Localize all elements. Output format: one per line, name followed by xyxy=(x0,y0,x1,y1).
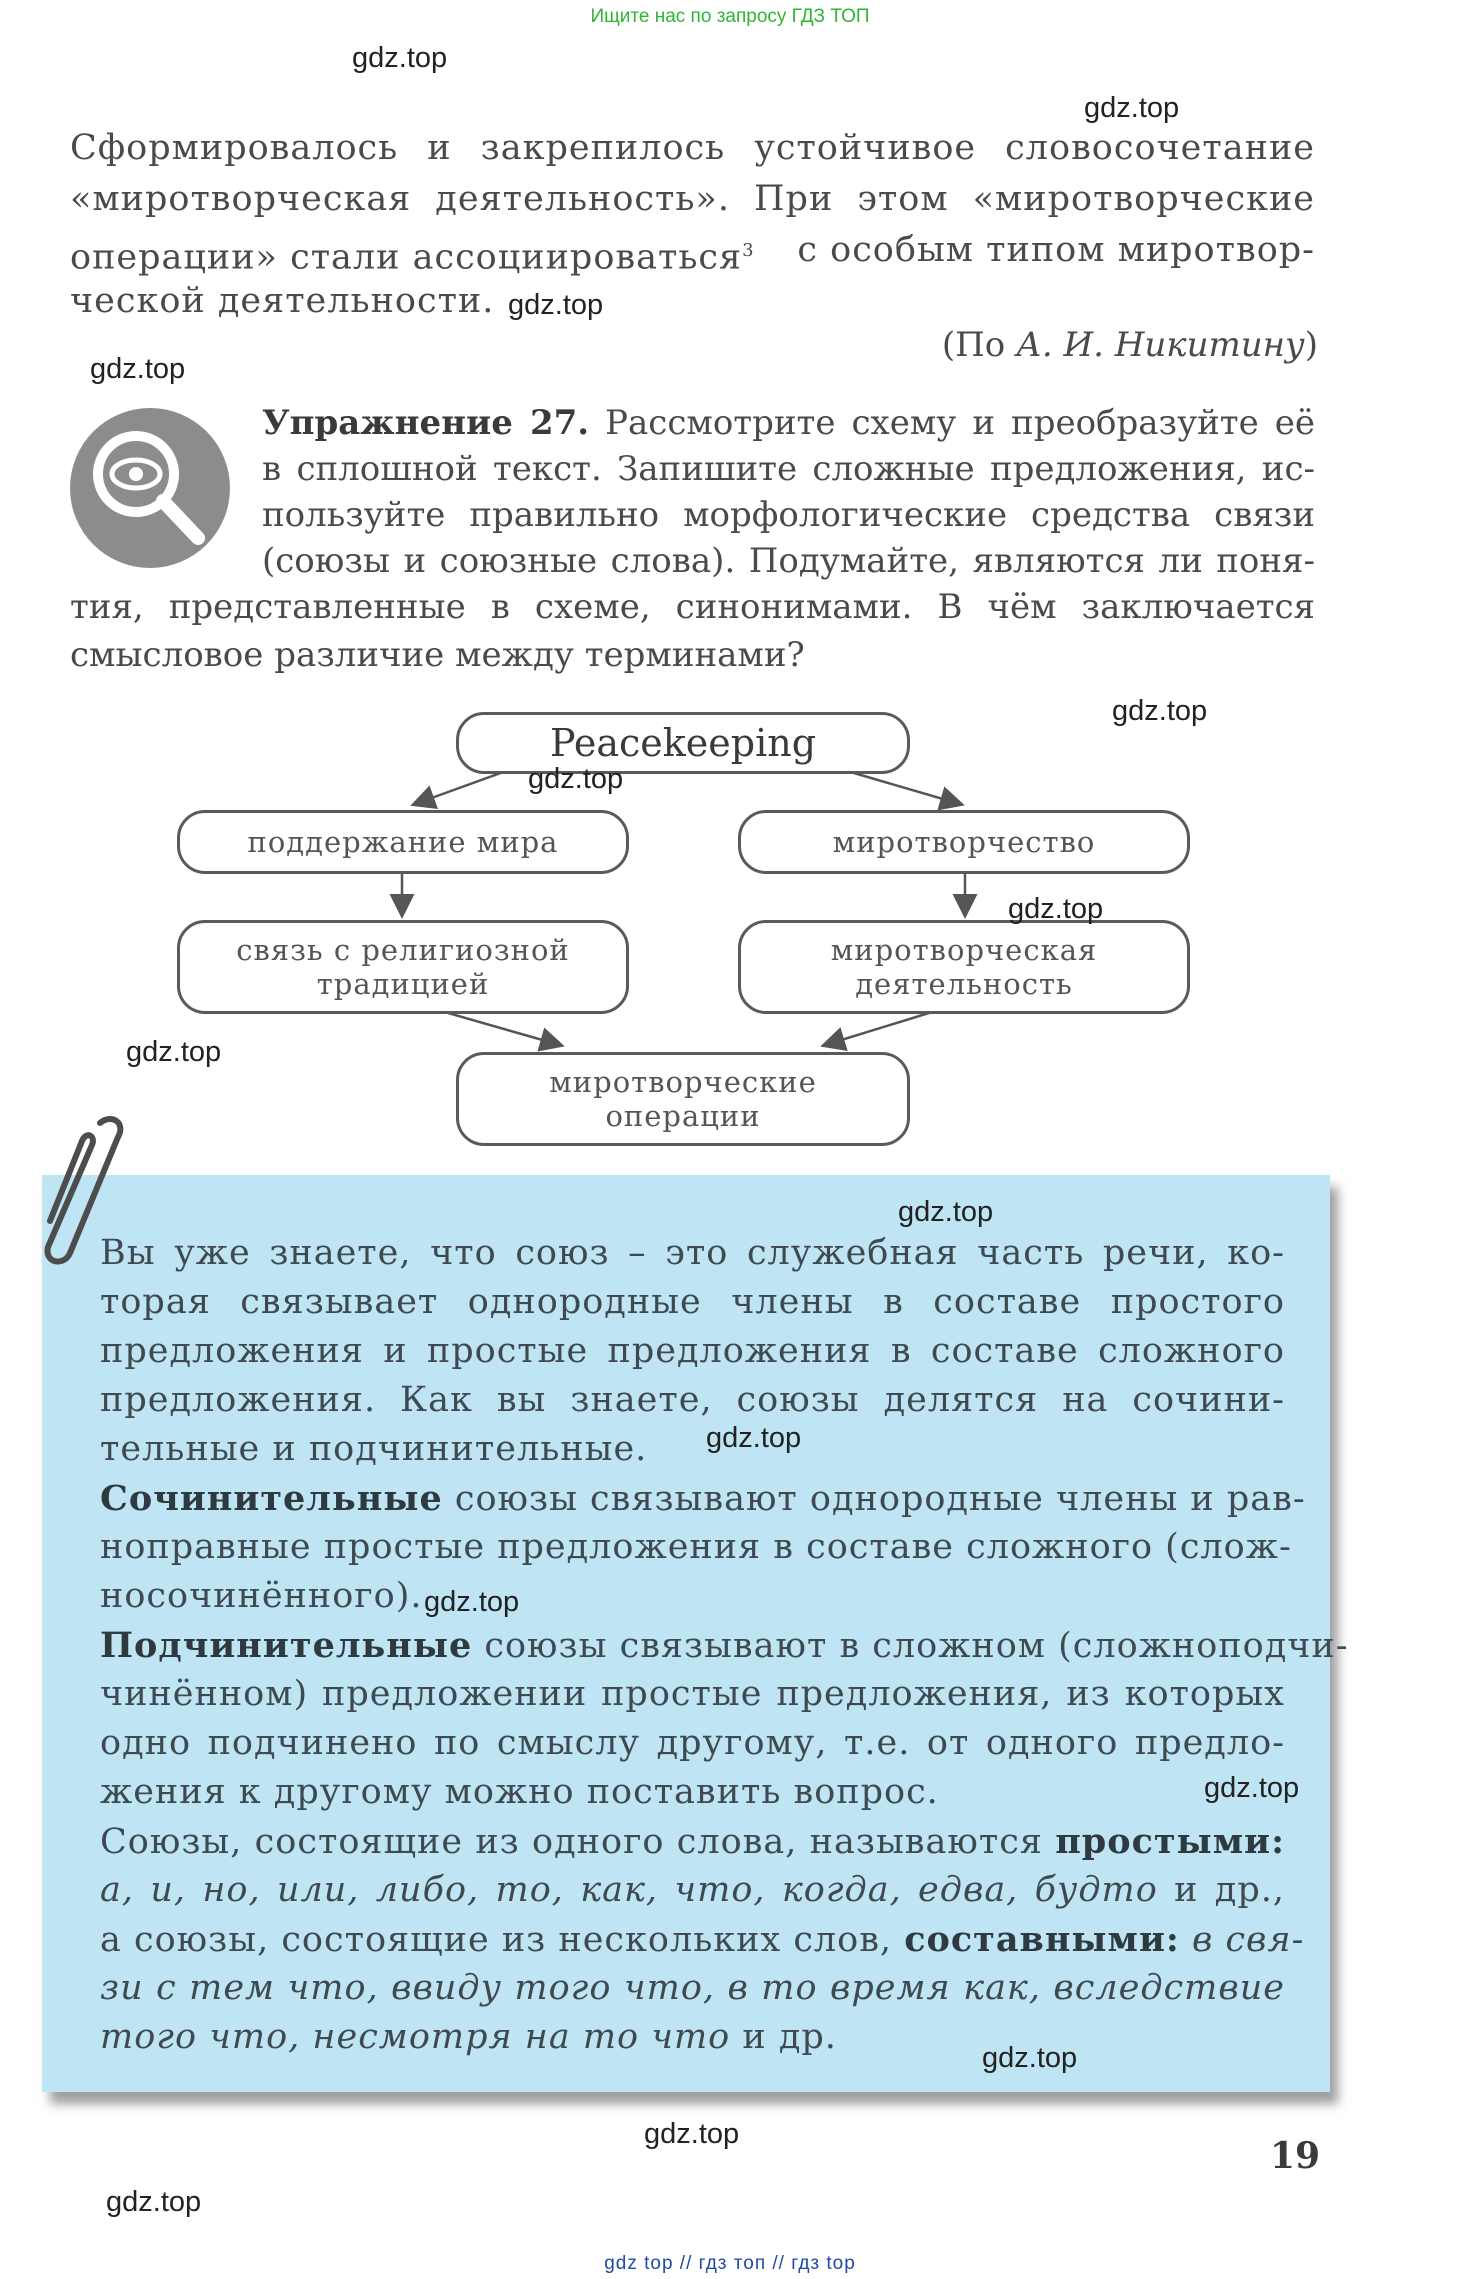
paragraph-line-3-end: с особым типом миротвор- xyxy=(797,230,1315,270)
note-line-13 xyxy=(100,1817,1285,1867)
note-line-16 xyxy=(100,1964,1285,2013)
citation-author: А. И. Никитину xyxy=(1016,325,1305,365)
scheme-node-mirotvorcheskaya-deyatelnost xyxy=(738,920,1190,1014)
note-line-12: жения к другому можно поставить вопрос. xyxy=(100,1772,939,1812)
watermark: gdz.top xyxy=(982,2042,1078,2074)
note-line-6 xyxy=(100,1474,1306,1524)
exercise-label: Упражнение 27. xyxy=(262,403,590,443)
note-line-11: одно подчинено по смыслу другому, т.е. от одного предло- xyxy=(100,1723,1285,1763)
note-line-9-rest: союзы связывают в сложном (сложноподчи- xyxy=(472,1626,1349,1666)
bottom-links[interactable]: gdz top // гдз топ // гдз top xyxy=(604,2253,856,2274)
note-line-9 xyxy=(100,1621,1349,1671)
note-line-15 xyxy=(100,1915,1305,1965)
note-line-7: ноправные простые предложения в составе сложного (слож- xyxy=(100,1527,1292,1567)
watermark: gdz.top xyxy=(644,2118,740,2150)
watermark: gdz.top xyxy=(90,353,186,385)
note-line-2: торая связывает однородные члены в составе простого xyxy=(100,1282,1285,1322)
magnifier-eye-icon xyxy=(70,408,230,568)
note-line-17-rest: и др. xyxy=(730,2017,837,2057)
watermark: gdz.top xyxy=(1204,1772,1300,1804)
scheme-node-mirotvorchestvo: миротворчество xyxy=(738,810,1190,874)
note-line-6-rest: союзы связывают однородные члены и рав- xyxy=(442,1479,1306,1519)
scheme-node-mirotvorcheskaya-deyatelnost-line-2: деятельность xyxy=(855,967,1073,1001)
watermark: gdz.top xyxy=(352,42,448,74)
exercise-line-5: тия, представленные в схеме, синонимами. В чём заключается xyxy=(70,587,1315,627)
scheme-node-peacekeeping: Peacekeeping xyxy=(456,712,910,774)
watermark: gdz.top xyxy=(1084,92,1180,124)
watermark: gdz.top xyxy=(126,1036,222,1068)
paragraph-line-2: «миротворческая деятельность». При этом «миротворческие xyxy=(70,179,1315,219)
note-line-8: носочинённого). xyxy=(100,1576,423,1616)
scheme-node-religious-tradition-line-1: связь с религиозной xyxy=(236,933,570,967)
citation xyxy=(942,325,1318,365)
note-line-15-italic: в свя- xyxy=(1179,1920,1305,1960)
watermark: gdz.top xyxy=(898,1196,994,1228)
scheme-node-mirotvorcheskaya-deyatelnost-line-1: миротворческая xyxy=(830,933,1098,967)
term-podchinitelnye: Подчинительные xyxy=(100,1625,473,1666)
exercise-line-1-text: Рассмотрите схему и преобразуйте её xyxy=(605,403,1315,443)
note-line-17 xyxy=(100,2013,1285,2062)
note-line-14 xyxy=(100,1866,1285,1915)
simple-conjunctions-list: а, и, но, или, либо, то, как, что, когда, едва, будто xyxy=(100,1870,1158,1910)
note-line-14-rest: и др., xyxy=(1157,1870,1285,1910)
watermark: gdz.top xyxy=(424,1586,520,1618)
note-line-5: тельные и подчинительные. xyxy=(100,1429,648,1469)
term-sostavnye: составными: xyxy=(904,1919,1180,1960)
page-number: 19 xyxy=(1270,2135,1321,2177)
note-line-4: предложения. Как вы знаете, союзы делятся на сочини- xyxy=(100,1380,1285,1420)
exercise-line-4: (союзы и союзные слова). Подумайте, являются ли поня- xyxy=(262,541,1315,581)
compound-conjunctions-list-2: того что, несмотря на то что xyxy=(100,2017,731,2057)
footnote-mark: 3 xyxy=(742,240,755,261)
paragraph-line-3 xyxy=(70,225,1315,284)
note-line-10: чинённом) предложении простые предложения, из которых xyxy=(100,1674,1285,1714)
watermark: gdz.top xyxy=(706,1422,802,1454)
exercise-line-2: в сплошной текст. Запишите сложные предложения, ис- xyxy=(262,449,1315,489)
exercise-line-3: пользуйте правильно морфологические средства связи xyxy=(262,495,1315,535)
scheme-node-religious-tradition-line-2: традицией xyxy=(316,967,490,1001)
compound-conjunctions-list-1: зи с тем что, ввиду того что, в то время как, вследствие xyxy=(100,1968,1285,2008)
scheme-node-mirotvorcheskie-operacii xyxy=(456,1052,910,1146)
note-line-1: Вы уже знаете, что союз – это служебная часть речи, ко- xyxy=(100,1233,1285,1273)
citation-suffix: ) xyxy=(1304,325,1318,365)
exercise-line-6: смысловое различие между терминами? xyxy=(70,635,805,675)
watermark: gdz.top xyxy=(508,289,604,321)
watermark: gdz.top xyxy=(106,2186,202,2218)
scheme-node-mirotvorcheskie-operacii-line-1: миротворческие xyxy=(549,1065,817,1099)
watermark: gdz.top xyxy=(1008,893,1104,925)
scheme-node-podderzhanie-mira: поддержание мира xyxy=(177,810,629,874)
term-prostye: простыми: xyxy=(1055,1821,1285,1862)
scheme-node-religious-tradition xyxy=(177,920,629,1014)
scheme-node-mirotvorcheskie-operacii-line-2: операции xyxy=(605,1099,761,1133)
note-line-15-start: а союзы, состоящие из нескольких слов, xyxy=(100,1920,905,1960)
note-line-13-start: Союзы, состоящие из одного слова, называются xyxy=(100,1822,1056,1862)
term-sochinitelnye: Сочинительные xyxy=(100,1478,443,1519)
paragraph-line-1: Сформировалось и закрепилось устойчивое словосочетание xyxy=(70,128,1315,168)
watermark: gdz.top xyxy=(1112,695,1208,727)
paragraph-line-3-start: операции» стали ассоциироваться xyxy=(70,237,743,278)
citation-prefix: (По xyxy=(941,325,1017,365)
watermark: gdz.top xyxy=(528,763,624,795)
note-line-3: предложения и простые предложения в составе сложного xyxy=(100,1331,1285,1371)
top-search-link[interactable]: Ищите нас по запросу ГДЗ ТОП xyxy=(590,6,870,27)
exercise-line-1 xyxy=(262,400,1315,446)
paragraph-line-4: ческой деятельности. xyxy=(70,281,495,321)
